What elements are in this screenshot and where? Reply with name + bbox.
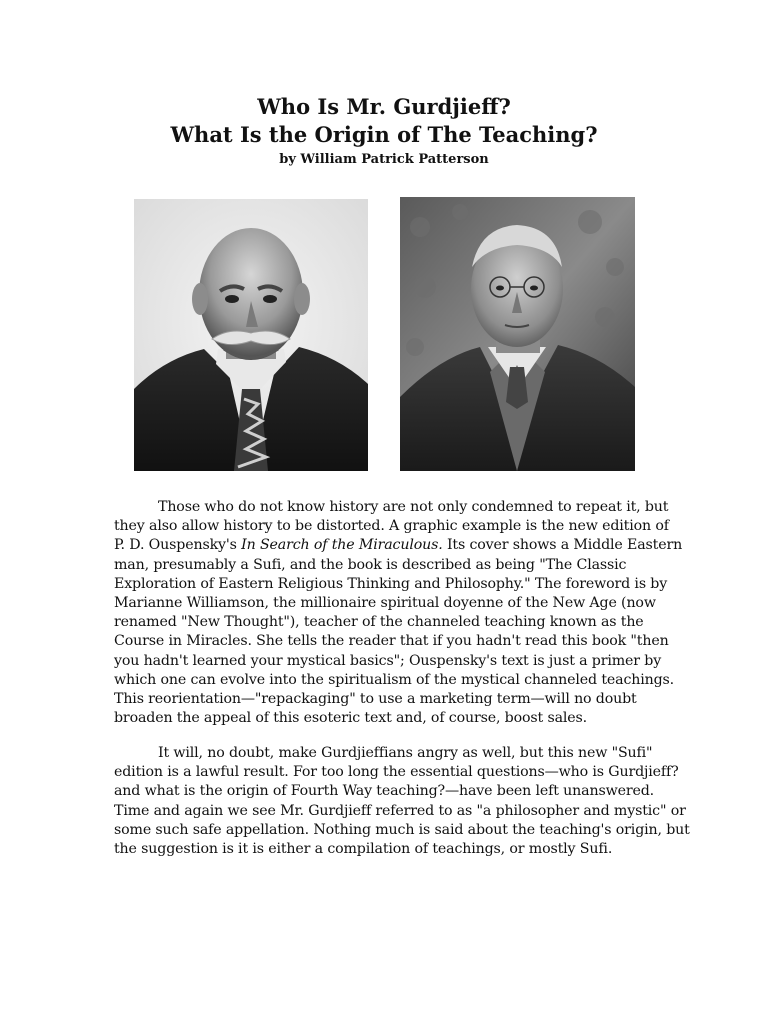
paragraph-1-line: Marianne Williamson, the millionaire spiritual doyenne of the New Age (now (114, 595, 656, 612)
paragraph-1-line (114, 536, 683, 555)
paragraph-2-line: and what is the origin of Fourth Way teaching?—have been left unanswered. (114, 783, 654, 800)
paragraph-1-line: Course in Miracles. She tells the reader that if you hadn't read this book "then (114, 633, 669, 650)
paragraph-1-line: broaden the appeal of this esoteric text and, of course, boost sales. (114, 710, 588, 727)
author-byline: by William Patrick Patterson (279, 152, 489, 167)
text-run: Its cover shows a Middle Eastern (442, 537, 683, 554)
paragraph-2-line: It will, no doubt, make Gurdjieffians angry as well, but this new "Sufi" (158, 745, 653, 761)
paragraph-1-line: Those who do not know history are not only condemned to repeat it, but (158, 499, 669, 515)
book-title: In Search of the Miraculous. (241, 537, 443, 554)
document-title-line-1: Who Is Mr. Gurdjieff? (257, 94, 511, 119)
portrait-photo-icon (400, 197, 635, 471)
paragraph-1-line: man, presumably a Sufi, and the book is described as being "The Classic (114, 556, 627, 573)
portrait-photo-left (134, 199, 368, 471)
paragraph-1-line: This reorientation—"repackaging" to use a marketing term—will no doubt (114, 691, 637, 708)
paragraph-2-line: some such safe appellation. Nothing much is said about the teaching's origin, but (114, 821, 690, 838)
paragraph-1-line: which one can evolve into the spiritualism of the mystical channeled teachings. (114, 671, 675, 688)
portrait-photo-right (400, 197, 635, 471)
portrait-photo-icon (134, 199, 368, 471)
paragraph-1 (114, 498, 683, 728)
paragraph-2-line: edition is a lawful result. For too long the essential questions—who is Gurdjieff? (114, 764, 679, 781)
paragraph-1-line: you hadn't learned your mystical basics"; Ouspensky's text is just a primer by (114, 652, 662, 669)
paragraph-2 (114, 744, 690, 859)
document-title-line-2: What Is the Origin of The Teaching? (170, 122, 598, 147)
paragraph-1-line: renamed "New Thought"), teacher of the channeled teaching known as the (114, 614, 644, 631)
paragraph-2-line: Time and again we see Mr. Gurdjieff referred to as "a philosopher and mystic" or (114, 802, 686, 819)
paragraph-1-line: Exploration of Eastern Religious Thinking and Philosophy." The foreword is by (114, 575, 668, 592)
text-run: P. D. Ouspensky's (114, 537, 242, 554)
paragraph-2-line: the suggestion is it is either a compilation of teachings, or mostly Sufi. (114, 841, 613, 858)
paragraph-1-line: they also allow history to be distorted. A graphic example is the new edition of (114, 518, 669, 535)
